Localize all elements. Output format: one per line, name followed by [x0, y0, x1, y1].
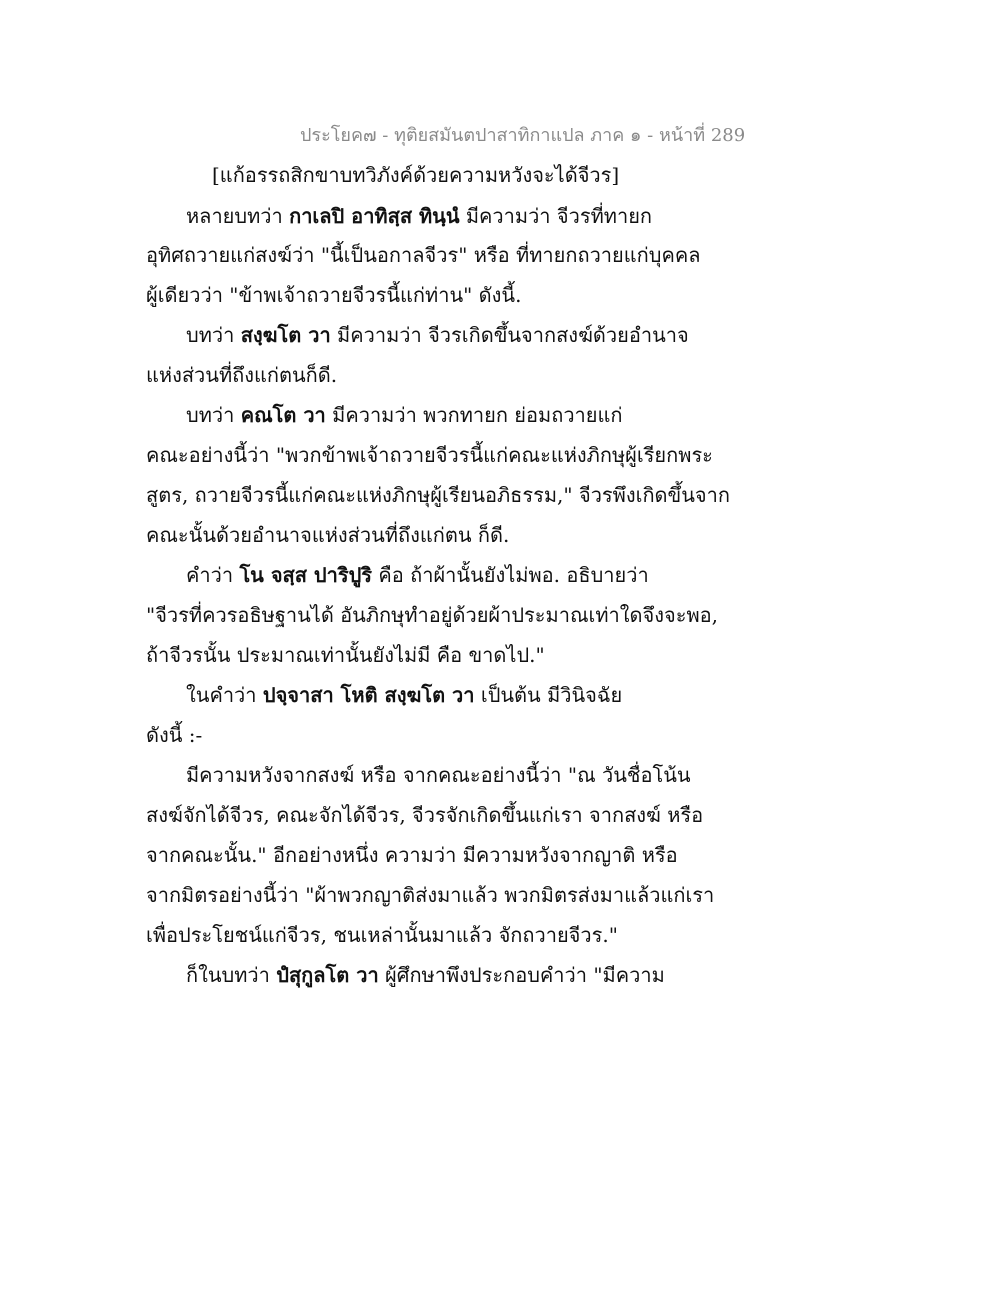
- paragraph-6-line-1: มีความหวังจากสงฆ์ หรือ จากคณะอย่างนี้ว่า "ณ วันชื่อโน้น: [186, 763, 691, 787]
- paragraph-1-line-2: อุทิศถวายแก่สงฆ์ว่า "นี้เป็นอกาลจีวร" หรือ ที่ทายกถวายแก่บุคคล: [146, 243, 701, 267]
- text: ก็ในบทว่า: [186, 963, 277, 987]
- paragraph-6-line-4: จากมิตรอย่างนี้ว่า "ผ้าพวกญาติส่งมาแล้ว พวกมิตรส่งมาแล้วแก่เรา: [146, 883, 715, 907]
- text: มีความว่า จีวรเกิดขึ้นจากสงฆ์ด้วยอำนาจ: [330, 323, 689, 347]
- paragraph-3-line-2: คณะอย่างนี้ว่า "พวกข้าพเจ้าถวายจีวรนี้แก่คณะแห่งภิกษุผู้เรียกพระ: [146, 443, 713, 467]
- text: ผู้ศึกษาพึงประกอบคำว่า "มีความ: [378, 963, 665, 987]
- pali-term: คณโต วา: [240, 403, 326, 427]
- paragraph-4-line-3: ถ้าจีวรนั้น ประมาณเท่านั้นยังไม่มี คือ ขาดไป.": [146, 643, 545, 667]
- paragraph-6-line-5: เพื่อประโยชน์แก่จีวร, ชนเหล่านั้นมาแล้ว จักถวายจีวร.": [146, 923, 618, 947]
- pali-term: กาเลปิ อาทิสฺส ทินฺนํ: [289, 204, 460, 228]
- text: บทว่า: [186, 323, 241, 347]
- paragraph-3-line-1: [186, 400, 746, 430]
- paragraph-5-line-1: [186, 680, 746, 710]
- paragraph-1-line-1: [186, 201, 746, 231]
- paragraph-3-line-4: คณะนั้นด้วยอำนาจแห่งส่วนที่ถึงแก่ตน ก็ดี.: [146, 523, 510, 547]
- paragraph-4-line-2: "จีวรที่ควรอธิษฐานได้ อันภิกษุทำอยู่ด้วยผ้าประมาณเท่าใดจึงจะพอ,: [146, 603, 719, 627]
- paragraph-3-line-3: สูตร, ถวายจีวรนี้แก่คณะแห่งภิกษุผู้เรียนอภิธรรม," จีวรพึงเกิดขึ้นจาก: [146, 483, 730, 507]
- text: ในคำว่า: [186, 683, 263, 707]
- paragraph-5-line-2: ดังนี้ :-: [146, 723, 203, 747]
- section-subtitle: [แก้อรรถสิกขาบทวิภังค์ด้วยความหวังจะได้จีวร]: [212, 163, 620, 187]
- paragraph-2-line-2: แห่งส่วนที่ถึงแก่ตนก็ดี.: [146, 363, 338, 387]
- pali-term: ปจฺจาสา โหติ สงฺฆโต วา: [262, 683, 475, 707]
- paragraph-2-line-1: [186, 320, 746, 350]
- page-header: ประโยค๗ - ทุติยสมันตปาสาทิกาแปล ภาค ๑ - หน้าที่ 289: [300, 125, 746, 146]
- text: บทว่า: [186, 403, 241, 427]
- text: มีความว่า พวกทายก ย่อมถวายแก่: [325, 403, 623, 427]
- paragraph-7-line-1: [186, 960, 746, 990]
- pali-term: โน จสฺส ปาริปูริ: [239, 563, 373, 587]
- text: คือ ถ้าผ้านั้นยังไม่พอ. อธิบายว่า: [372, 563, 649, 587]
- pali-term: ปํสุกูลโต วา: [276, 963, 379, 987]
- paragraph-1-line-3: ผู้เดียวว่า "ข้าพเจ้าถวายจีวรนี้แก่ท่าน" ดังนี้.: [146, 283, 522, 307]
- text: มีความว่า จีวรที่ทายก: [459, 204, 653, 228]
- paragraph-6-line-2: สงฆ์จักได้จีวร, คณะจักได้จีวร, จีวรจักเกิดขึ้นแก่เรา จากสงฆ์ หรือ: [146, 803, 704, 827]
- paragraph-6-line-3: จากคณะนั้น." อีกอย่างหนึ่ง ความว่า มีความหวังจากญาติ หรือ: [146, 843, 678, 867]
- pali-term: สงฺฆโต วา: [240, 323, 331, 347]
- text: คำว่า: [186, 563, 240, 587]
- text: เป็นต้น มีวินิจฉัย: [474, 683, 623, 707]
- paragraph-4-line-1: [186, 560, 746, 590]
- text: หลายบทว่า: [186, 204, 290, 228]
